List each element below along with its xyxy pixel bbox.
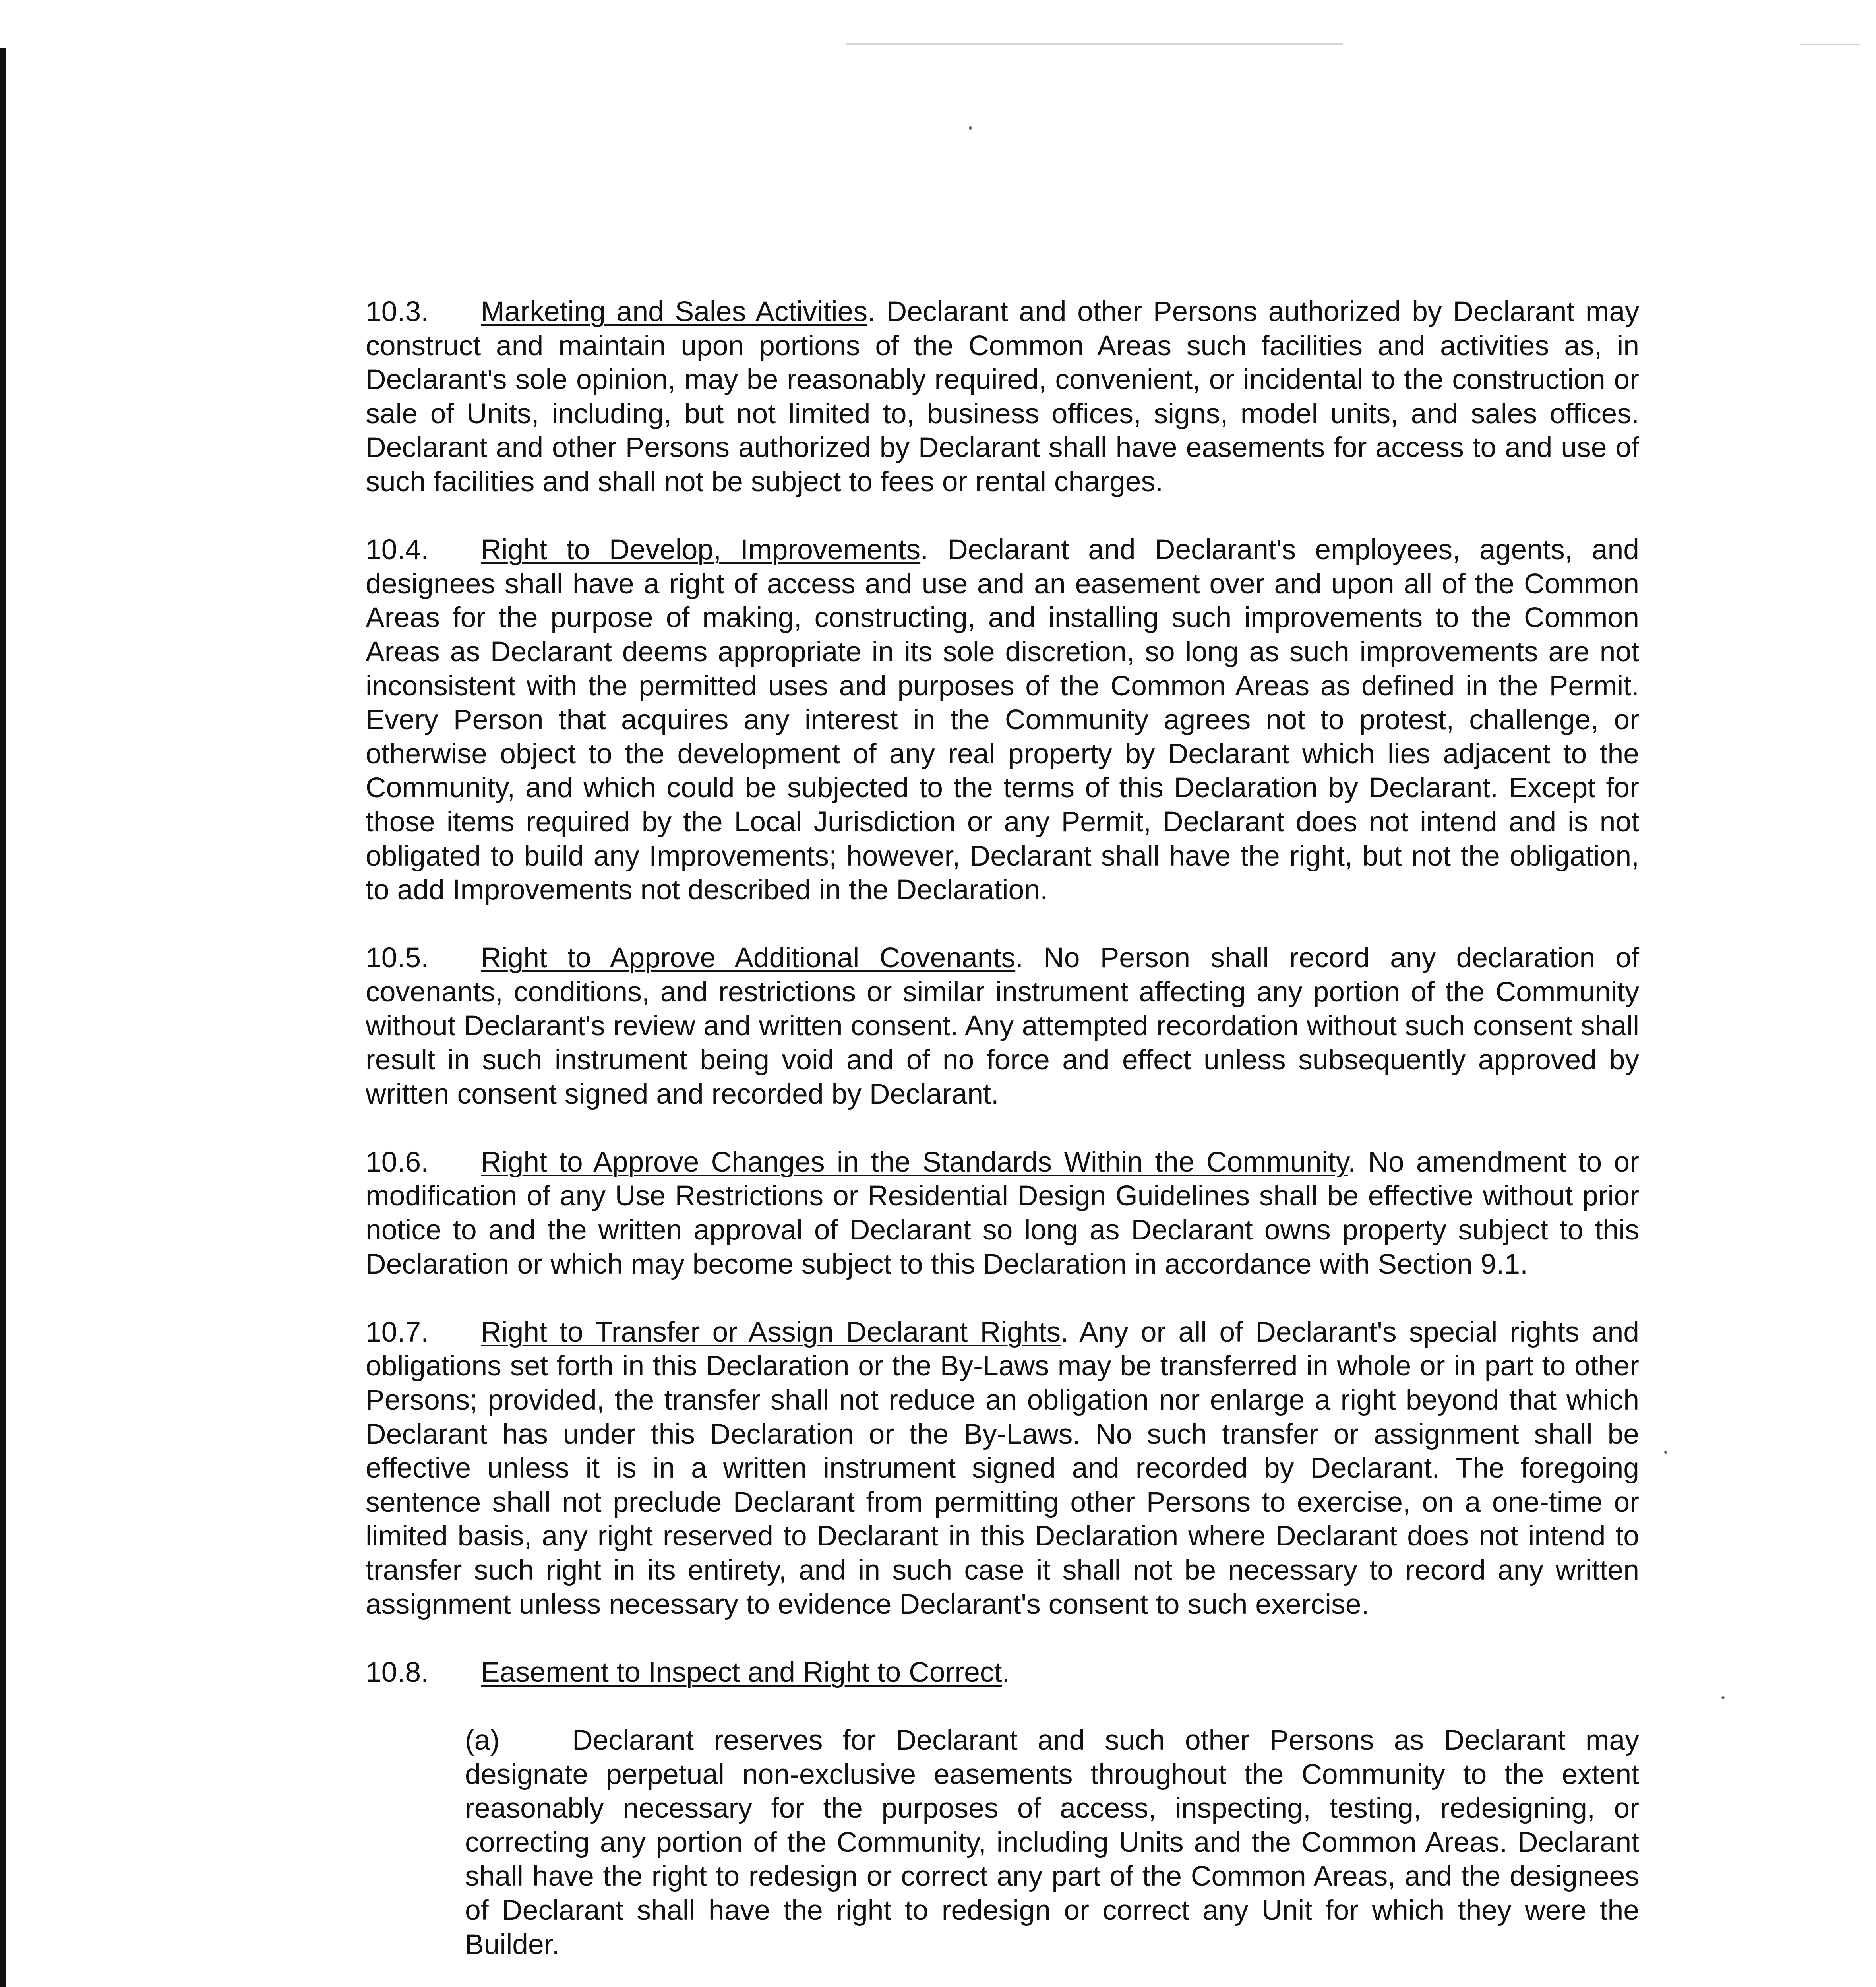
section-text: . No amendment to or modification of any Use Restrictions or Residential Design Guidelines shall be effective without prior notice to and the written approval of Declarant so long as Declarant owns property subject to this Declaration or which may become subject to this Declaration in accordance with Section 9.1. xyxy=(366,1146,1639,1280)
section-title: Easement to Inspect and Right to Correct xyxy=(481,1656,1002,1688)
subsection-text: Declarant reserves for Declarant and such other Persons as Declarant may designate perpetual non-exclusive easements throughout the Community to the extent reasonably necessary for the purposes of access, inspecting, testing, redesigning, or correcting any portion of the Community, including Units and the Common Areas. Declarant shall have the right to redesign or correct any part of the Common Areas, and the designees of Declarant shall have the right to redesign or correct any Unit for which they were the Builder. xyxy=(465,1724,1639,1960)
scan-speck xyxy=(1721,1696,1725,1699)
section-text: . Any or all of Declarant's special rights and obligations set forth in this Declaration or the By-Laws may be transferred in whole or in part to other Persons; provided, the transfer shall not reduce an obligation nor enlarge a right beyond that which Declarant has under this Declaration or the By-Laws. No such transfer or assignment shall be effective unless it is in a written instrument signed and recorded by Declarant. The foregoing sentence shall not preclude Declarant from permitting other Persons to exercise, on a one-time or limited basis, any right reserved to Declarant in this Declaration where Declarant does not intend to transfer such right in its entirety, and in such case it shall not be necessary to record any written assignment unless necessary to evidence Declarant's consent to such exercise. xyxy=(366,1316,1640,1620)
section-title: Right to Transfer or Assign Declarant Rights xyxy=(481,1316,1061,1348)
section-text: . No Person shall record any declaration of covenants, conditions, and restrictions or similar instrument affecting any portion of the Community without Declarant's review and written consent. Any attempted recordation without such consent shall result in such instrument being void and of no force and effect unless subsequently approved by written consent signed and recorded by Declarant. xyxy=(366,942,1639,1110)
document-body xyxy=(250,295,1639,1987)
section-number: 10.4. xyxy=(366,534,429,566)
section-10-7 xyxy=(250,1315,1639,1621)
section-title: Right to Approve Additional Covenants xyxy=(481,942,1016,974)
scan-noise xyxy=(846,43,1343,45)
subsection-a xyxy=(250,1724,1639,1962)
section-10-3 xyxy=(250,295,1639,499)
section-10-4 xyxy=(250,533,1639,907)
section-number: 10.5. xyxy=(366,942,429,974)
section-title: Marketing and Sales Activities xyxy=(481,296,868,327)
section-number: 10.8. xyxy=(366,1656,429,1688)
section-number: 10.3. xyxy=(366,296,429,327)
section-number: 10.6. xyxy=(366,1146,429,1178)
section-text: . Declarant and Declarant's employees, agents, and designees shall have a right of access and use and an easement over and upon all of the Common Areas for the purpose of making, constructing, and installing such improvements to the Common Areas as Declarant deems appropriate in its sole discretion, so long as such improvements are not inconsistent with the permitted uses and purposes of the Common Areas as defined in the Permit. Every Person that acquires any interest in the Community agrees not to protest, challenge, or otherwise object to the development of any real property by Declarant which lies adjacent to the Community, and which could be subjected to the terms of this Declaration by Declarant. Except for those items required by the Local Jurisdiction or any Permit, Declarant does not intend and is not obligated to build any Improvements; however, Declarant shall have the right, but not the obligation, to add Improvements not described in the Declaration. xyxy=(366,534,1639,906)
scan-speck xyxy=(1664,1451,1667,1454)
subsection-label: (a) xyxy=(465,1724,500,1756)
section-number: 10.7. xyxy=(366,1316,429,1348)
section-title: Right to Develop, Improvements xyxy=(481,534,921,566)
section-10-8-heading xyxy=(250,1656,1639,1690)
section-10-5 xyxy=(250,941,1639,1111)
section-text: . Declarant and other Persons authorized by Declarant may construct and maintain upon portions of the Common Areas such facilities and activities as, in Declarant's sole opinion, may be reasonably required, convenient, or incidental to the construction or sale of Units, including, but not limited to, business offices, signs, model units, and sales offices. Declarant and other Persons authorized by Declarant shall have easements for access to and use of such facilities and shall not be subject to fees or rental charges. xyxy=(366,296,1639,498)
scan-noise xyxy=(1800,44,1860,45)
scan-left-edge xyxy=(0,48,6,1987)
section-title: Right to Approve Changes in the Standards Within the Community xyxy=(481,1146,1348,1178)
section-10-6 xyxy=(250,1145,1639,1281)
scan-speck xyxy=(969,126,972,130)
section-title-period: . xyxy=(1002,1656,1010,1688)
